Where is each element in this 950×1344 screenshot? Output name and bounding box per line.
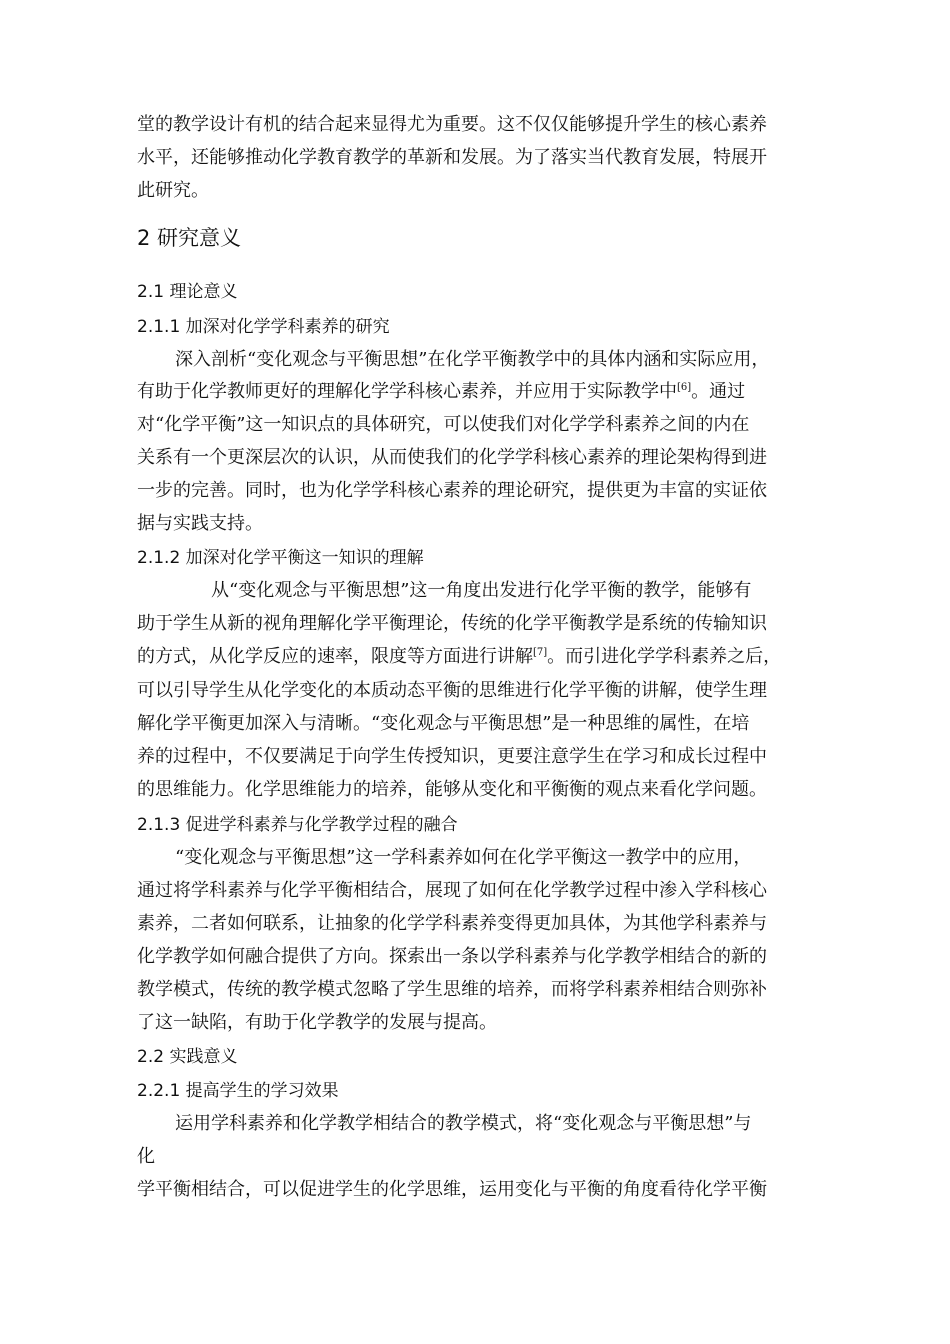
body-text-line: 关系有一个更深层次的认识，从而使我们的化学学科核心素养的理论架构得到进 xyxy=(137,447,767,468)
subsubsection-heading: 2.1.2 加深对化学平衡这一知识的理解 xyxy=(137,548,424,568)
body-text-line: 的方式，从化学反应的速率，限度等方面进行讲解[7]。而引进化学学科素养之后， xyxy=(137,646,782,667)
body-text-line: 据与实践支持。 xyxy=(137,513,263,534)
body-text-line: 教学模式，传统的教学模式忽略了学生思维的培养，而将学科素养相结合则弥补 xyxy=(137,979,767,1000)
body-text-line: 的思维能力。化学思维能力的培养，能够从变化和平衡衡的观点来看化学问题。 xyxy=(137,779,767,800)
section-heading: 2 研究意义 xyxy=(137,226,242,250)
body-text-line: 助于学生从新的视角理解化学平衡理论，传统的化学平衡教学是系统的传输知识 xyxy=(137,613,767,634)
body-text-line: 从“变化观念与平衡思想”这一角度出发进行化学平衡的教学，能够有 xyxy=(211,580,752,601)
body-text-line: 堂的教学设计有机的结合起来显得尤为重要。这不仅仅能够提升学生的核心素养 xyxy=(137,114,767,135)
subsubsection-heading: 2.1.1 加深对化学学科素养的研究 xyxy=(137,317,390,337)
body-text-line: “变化观念与平衡思想”这一学科素养如何在化学平衡这一教学中的应用， xyxy=(175,847,752,868)
body-text-line: 解化学平衡更加深入与清晰。“变化观念与平衡思想”是一种思维的属性，在培 xyxy=(137,713,750,734)
citation-ref: [7] xyxy=(533,647,548,658)
body-text-line: 水平，还能够推动化学教育教学的革新和发展。为了落实当代教育发展，特展开 xyxy=(137,147,767,168)
body-text-line: 养的过程中，不仅要满足于向学生传授知识，更要注意学生在学习和成长过程中 xyxy=(137,746,767,767)
body-text-line: 可以引导学生从化学变化的本质动态平衡的思维进行化学平衡的讲解，使学生理 xyxy=(137,680,767,701)
subsection-heading: 2.1 理论意义 xyxy=(137,282,238,302)
body-text-line: 此研究。 xyxy=(137,180,209,201)
body-text-line: 深入剖析“变化观念与平衡思想”在化学平衡教学中的具体内涵和实际应用， xyxy=(175,349,770,370)
body-text-line: 对“化学平衡”这一知识点的具体研究，可以使我们对化学学科素养之间的内在 xyxy=(137,414,750,435)
body-text-line: 学平衡相结合，可以促进学生的化学思维，运用变化与平衡的角度看待化学平衡 xyxy=(137,1179,767,1200)
subsubsection-heading: 2.1.3 促进学科素养与化学教学过程的融合 xyxy=(137,815,458,835)
body-text-line: 有助于化学教师更好的理解化学学科核心素养，并应用于实际教学中[6]。通过 xyxy=(137,381,746,402)
body-text-line: 运用学科素养和化学教学相结合的教学模式，将“变化观念与平衡思想”与 xyxy=(175,1113,752,1134)
body-text-line: 素养，二者如何联系，让抽象的化学学科素养变得更加具体，为其他学科素养与 xyxy=(137,913,767,934)
subsubsection-heading: 2.2.1 提高学生的学习效果 xyxy=(137,1081,339,1101)
body-text-line: 通过将学科素养与化学平衡相结合，展现了如何在化学教学过程中渗入学科核心 xyxy=(137,880,767,901)
body-text-line: 了这一缺陷，有助于化学教学的发展与提高。 xyxy=(137,1012,497,1033)
subsection-heading: 2.2 实践意义 xyxy=(137,1047,238,1067)
body-text-line: 化学教学如何融合提供了方向。探索出一条以学科素养与化学教学相结合的新的 xyxy=(137,946,767,967)
body-text-line: 一步的完善。同时，也为化学学科核心素养的理论研究，提供更为丰富的实证依 xyxy=(137,480,767,501)
body-text-line: 化 xyxy=(137,1146,155,1167)
citation-ref: [6] xyxy=(677,382,692,393)
